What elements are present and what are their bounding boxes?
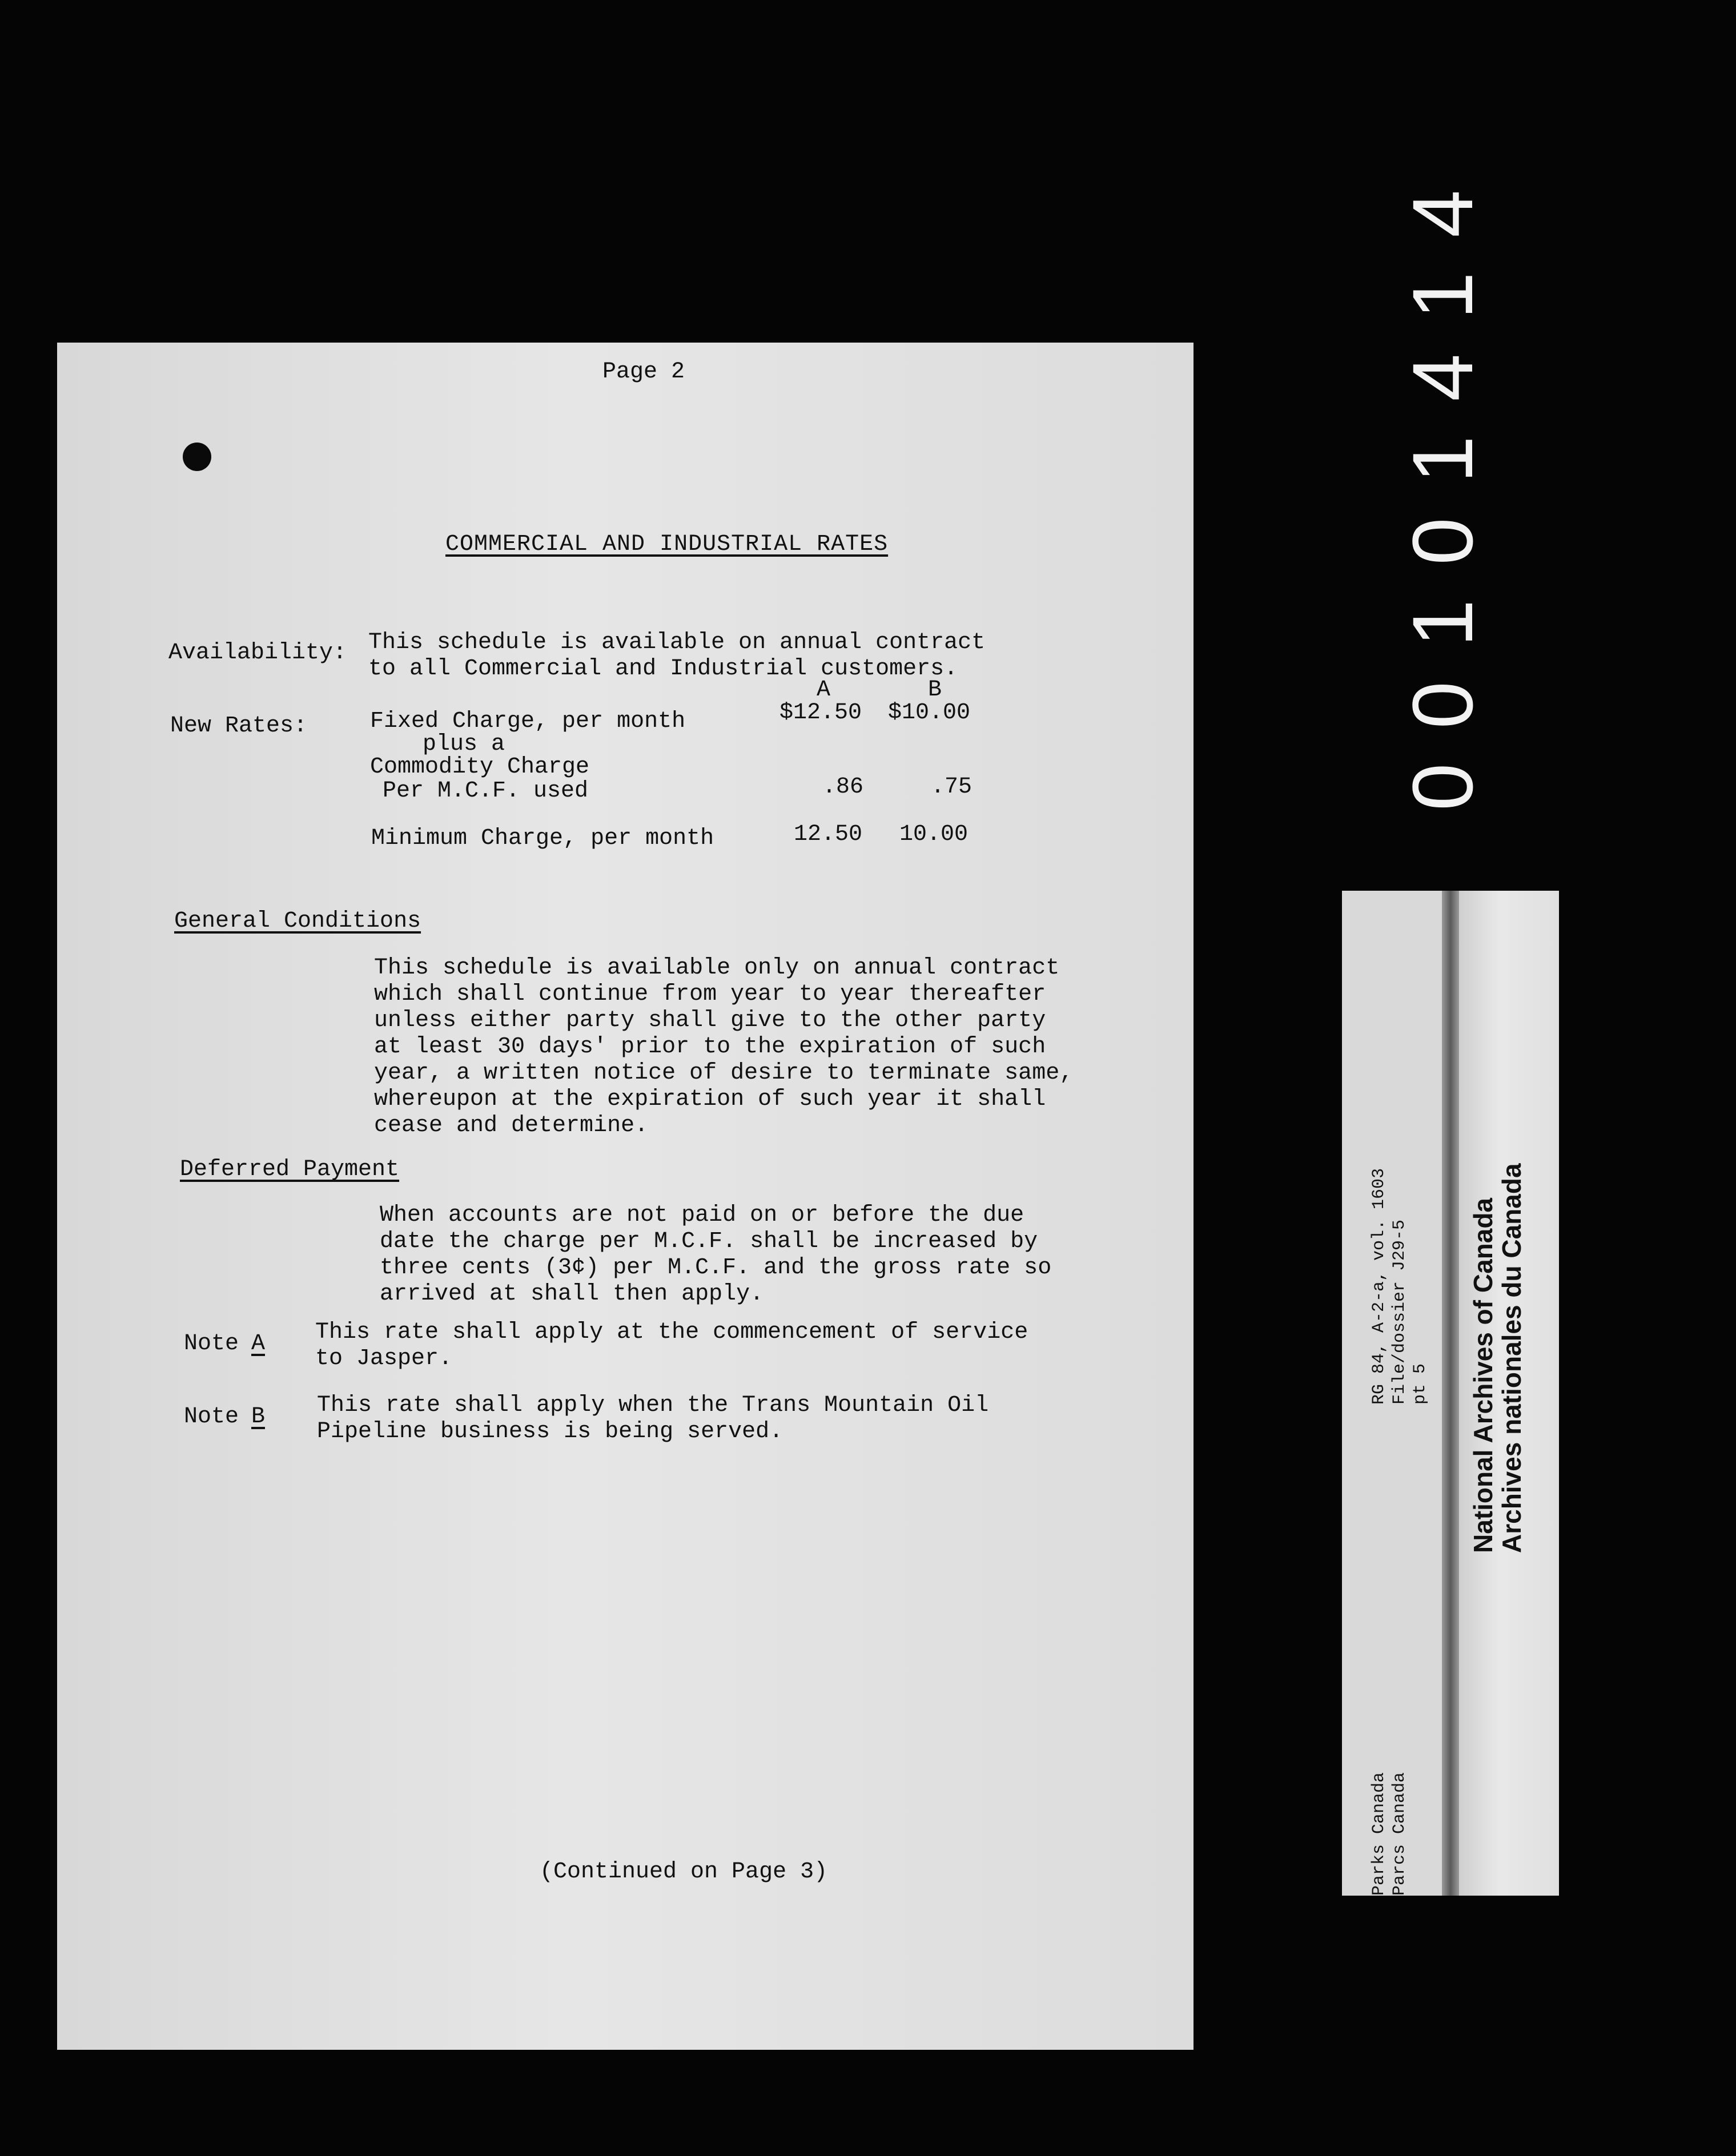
commodity-charge-b: .75 xyxy=(931,774,973,800)
deferred-payment-line: arrived at shall then apply. xyxy=(380,1281,764,1307)
note-a-label: Note xyxy=(184,1331,239,1357)
archive-reference-line-2: File/dossier J29-5 xyxy=(1390,1219,1409,1405)
archive-reference-line-1: RG 84, A-2-a, vol. 1603 xyxy=(1369,1168,1389,1405)
deferred-payment-line: date the charge per M.C.F. shall be increased by xyxy=(380,1229,1038,1254)
note-a-line-2: to Jasper. xyxy=(315,1346,453,1371)
note-b-label: Note xyxy=(184,1404,239,1430)
fixed-charge-a: $12.50 xyxy=(779,700,862,726)
deferred-payment-heading: Deferred Payment xyxy=(180,1157,400,1182)
frame-number-text: 00101414 xyxy=(1395,155,1490,811)
availability-line-2: to all Commercial and Industrial customers. xyxy=(368,656,958,682)
minimum-charge-label: Minimum Charge, per month xyxy=(371,826,714,851)
note-a-letter: A xyxy=(251,1331,266,1357)
fixed-charge-label: Fixed Charge, per month xyxy=(370,709,686,734)
note-b-line-1: This rate shall apply when the Trans Mountain Oil xyxy=(317,1393,989,1418)
general-conditions-line: unless either party shall give to the other party xyxy=(374,1008,1046,1033)
minimum-charge-a: 12.50 xyxy=(794,822,863,847)
general-conditions-line: whereupon at the expiration of such year it shall xyxy=(374,1087,1046,1112)
commodity-charge-label: Commodity Charge xyxy=(370,754,590,780)
column-b-header: B xyxy=(928,677,942,703)
new-rates-label: New Rates: xyxy=(170,713,308,739)
plus-a-label: plus a xyxy=(423,731,505,757)
minimum-charge-b: 10.00 xyxy=(899,822,969,847)
archive-name-french: Archives nationales du Canada xyxy=(1497,1163,1526,1553)
availability-label: Availability: xyxy=(168,640,347,666)
punch-hole xyxy=(183,443,211,471)
general-conditions-line: which shall continue from year to year thereafter xyxy=(374,982,1046,1007)
archive-reference-line-3: pt 5 xyxy=(1410,1363,1430,1405)
availability-line-1: This schedule is available on annual contract xyxy=(368,630,986,655)
archive-name-english: National Archives of Canada xyxy=(1468,1197,1498,1553)
label-fold-shadow xyxy=(1442,891,1459,1896)
document-page xyxy=(57,343,1194,2050)
continued-footer: (Continued on Page 3) xyxy=(540,1859,828,1885)
note-b-line-2: Pipeline business is being served. xyxy=(317,1419,783,1445)
page-header: Page 2 xyxy=(602,359,685,385)
general-conditions-line: at least 30 days' prior to the expiration of such xyxy=(374,1034,1046,1060)
column-a-header: A xyxy=(817,677,831,703)
note-b-letter: B xyxy=(251,1404,266,1430)
general-conditions-heading: General Conditions xyxy=(174,908,421,934)
microfilm-frame-number xyxy=(1388,155,1490,811)
document-title: COMMERCIAL AND INDUSTRIAL RATES xyxy=(445,532,889,557)
deferred-payment-line: When accounts are not paid on or before the due xyxy=(380,1202,1024,1228)
archive-source-line-1: Parks Canada xyxy=(1369,1772,1389,1896)
commodity-charge-a: .86 xyxy=(822,774,864,800)
general-conditions-line: This schedule is available only on annual contract xyxy=(374,955,1060,981)
archive-source-line-2: Parcs Canada xyxy=(1390,1772,1409,1896)
archive-label-strip xyxy=(1342,891,1559,1896)
general-conditions-line: year, a written notice of desire to terminate same, xyxy=(374,1060,1074,1086)
fixed-charge-b: $10.00 xyxy=(888,700,971,726)
general-conditions-line: cease and determine. xyxy=(374,1113,649,1139)
deferred-payment-line: three cents (3¢) per M.C.F. and the gross rate so xyxy=(380,1255,1052,1281)
commodity-charge-unit: Per M.C.F. used xyxy=(383,778,589,804)
note-a-line-1: This rate shall apply at the commencement of service xyxy=(315,1320,1028,1345)
